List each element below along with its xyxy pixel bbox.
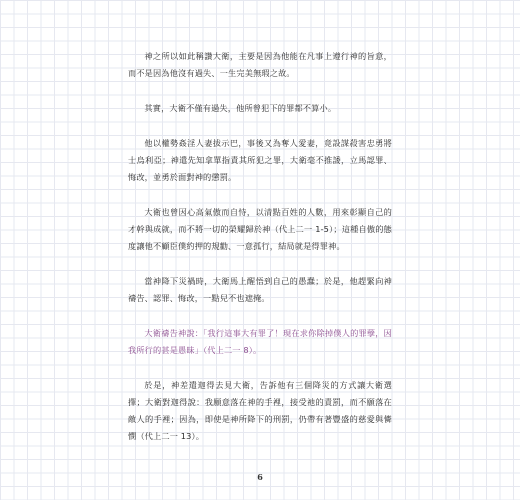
document-body [128,48,392,463]
quote-paragraph: 大衛禱告神說：「我行這事大有罪了！現在求你除掉僕人的罪孽，因我所行的甚是愚昧」（代上二一 8）。 [128,328,392,355]
paragraph-5: 當神降下災禍時，大衛馬上醒悟到自己的愚蠢；於是，他趕緊向神禱告、認罪、悔改，一點兒不也遮掩。 [128,276,392,303]
paragraph-1: 神之所以如此稱讚大衛，主要是因為他能在凡事上遵行神的旨意，而不是因為他沒有過失、一生完美無瑕之故。 [128,51,392,78]
paragraph-2: 其實，大衛不僅有過失，他所曾犯下的罪都不算小。 [144,103,337,113]
page-number: 6 [257,472,263,482]
paragraph-4: 大衛也曾因心高氣傲而自恃，以清點百姓的人數，用來彰顯自己的才幹與成就，而不將一切的榮耀歸於神（代上二一 1-5）；這種自傲的態度讓他不顧臣僕約押的規勸、一意孤行，結局就是得罪神。 [128,207,392,251]
paragraph-3: 他以權勢姦淫人妻拔示巴，事後又為奪人愛妻，竟設謀殺害忠勇將士烏利亞；神遣先知拿單指責其所犯之罪，大衛毫不推諉，立馬認罪、悔改，並勇於面對神的懲罰。 [128,138,392,182]
paragraph-7: 於是，神差遣迦得去見大衛，告訴他有三個降災的方式讓大衛選擇；大衛對迦得說：我願意落在神的手裡，接受祂的責罰，而不願落在敵人的手裡；因為，即使是神所降下的刑罰，仍帶有著豐盛的慈愛與憐憫（代上二一 13）。 [128,380,392,441]
